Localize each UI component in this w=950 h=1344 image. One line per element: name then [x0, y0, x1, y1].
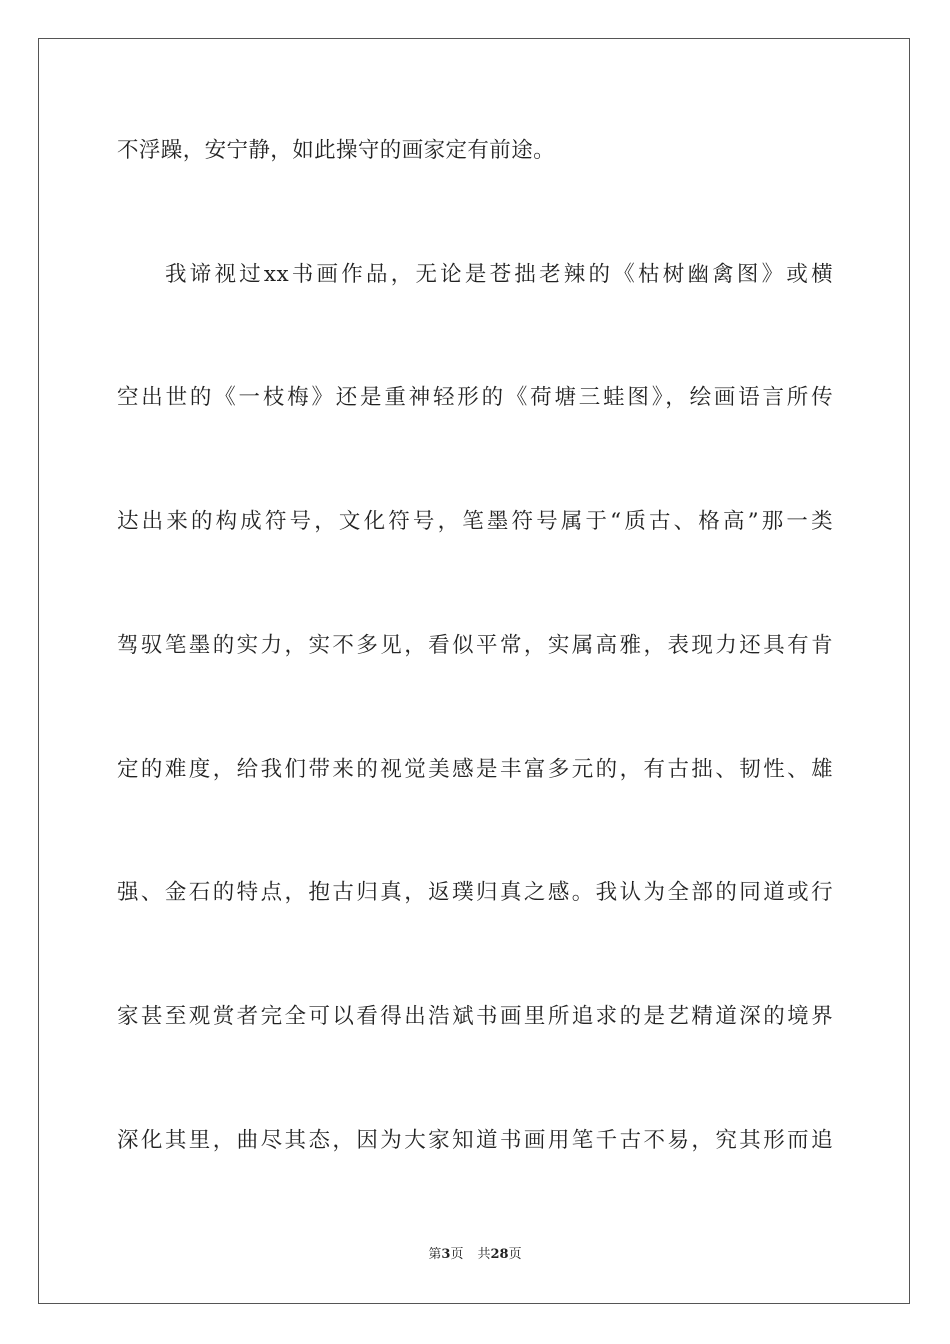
text-line-2: 我谛视过xx书画作品，无论是苍拙老辣的《枯树幽禽图》或横 — [165, 262, 833, 287]
text-line-7: 强、金石的特点，抱古归真，返璞归真之感。我认为全部的同道或行 — [117, 880, 833, 905]
text-line-1: 不浮躁，安宁静，如此操守的画家定有前途。 — [117, 138, 556, 163]
page-footer — [0, 1246, 950, 1264]
total-pages: 28 — [490, 1247, 509, 1262]
text-line-5: 驾驭笔墨的实力，实不多见，看似平常，实属高雅，表现力还具有肯 — [117, 633, 833, 658]
text-line-3: 空出世的《一枝梅》还是重神轻形的《荷塘三蛙图》，绘画语言所传 — [117, 385, 833, 410]
text-line-4: 达出来的构成符号，文化符号，笔墨符号属于“质古、格高”那一类 — [117, 509, 833, 534]
text-line-9: 深化其里，曲尽其态，因为大家知道书画用笔千古不易，究其形而追 — [117, 1128, 833, 1153]
page-border — [38, 38, 910, 1304]
total-prefix: 共 — [477, 1247, 491, 1262]
page-prefix: 第 — [428, 1247, 442, 1262]
text-line-8: 家甚至观赏者完全可以看得出浩斌书画里所追求的是艺精道深的境界 — [117, 1004, 833, 1029]
text-line-6: 定的难度，给我们带来的视觉美感是丰富多元的，有古拙、韧性、雄 — [117, 757, 833, 782]
page-suffix: 页 — [450, 1247, 464, 1262]
page-number: 3 — [441, 1247, 451, 1262]
total-suffix: 页 — [508, 1247, 522, 1262]
